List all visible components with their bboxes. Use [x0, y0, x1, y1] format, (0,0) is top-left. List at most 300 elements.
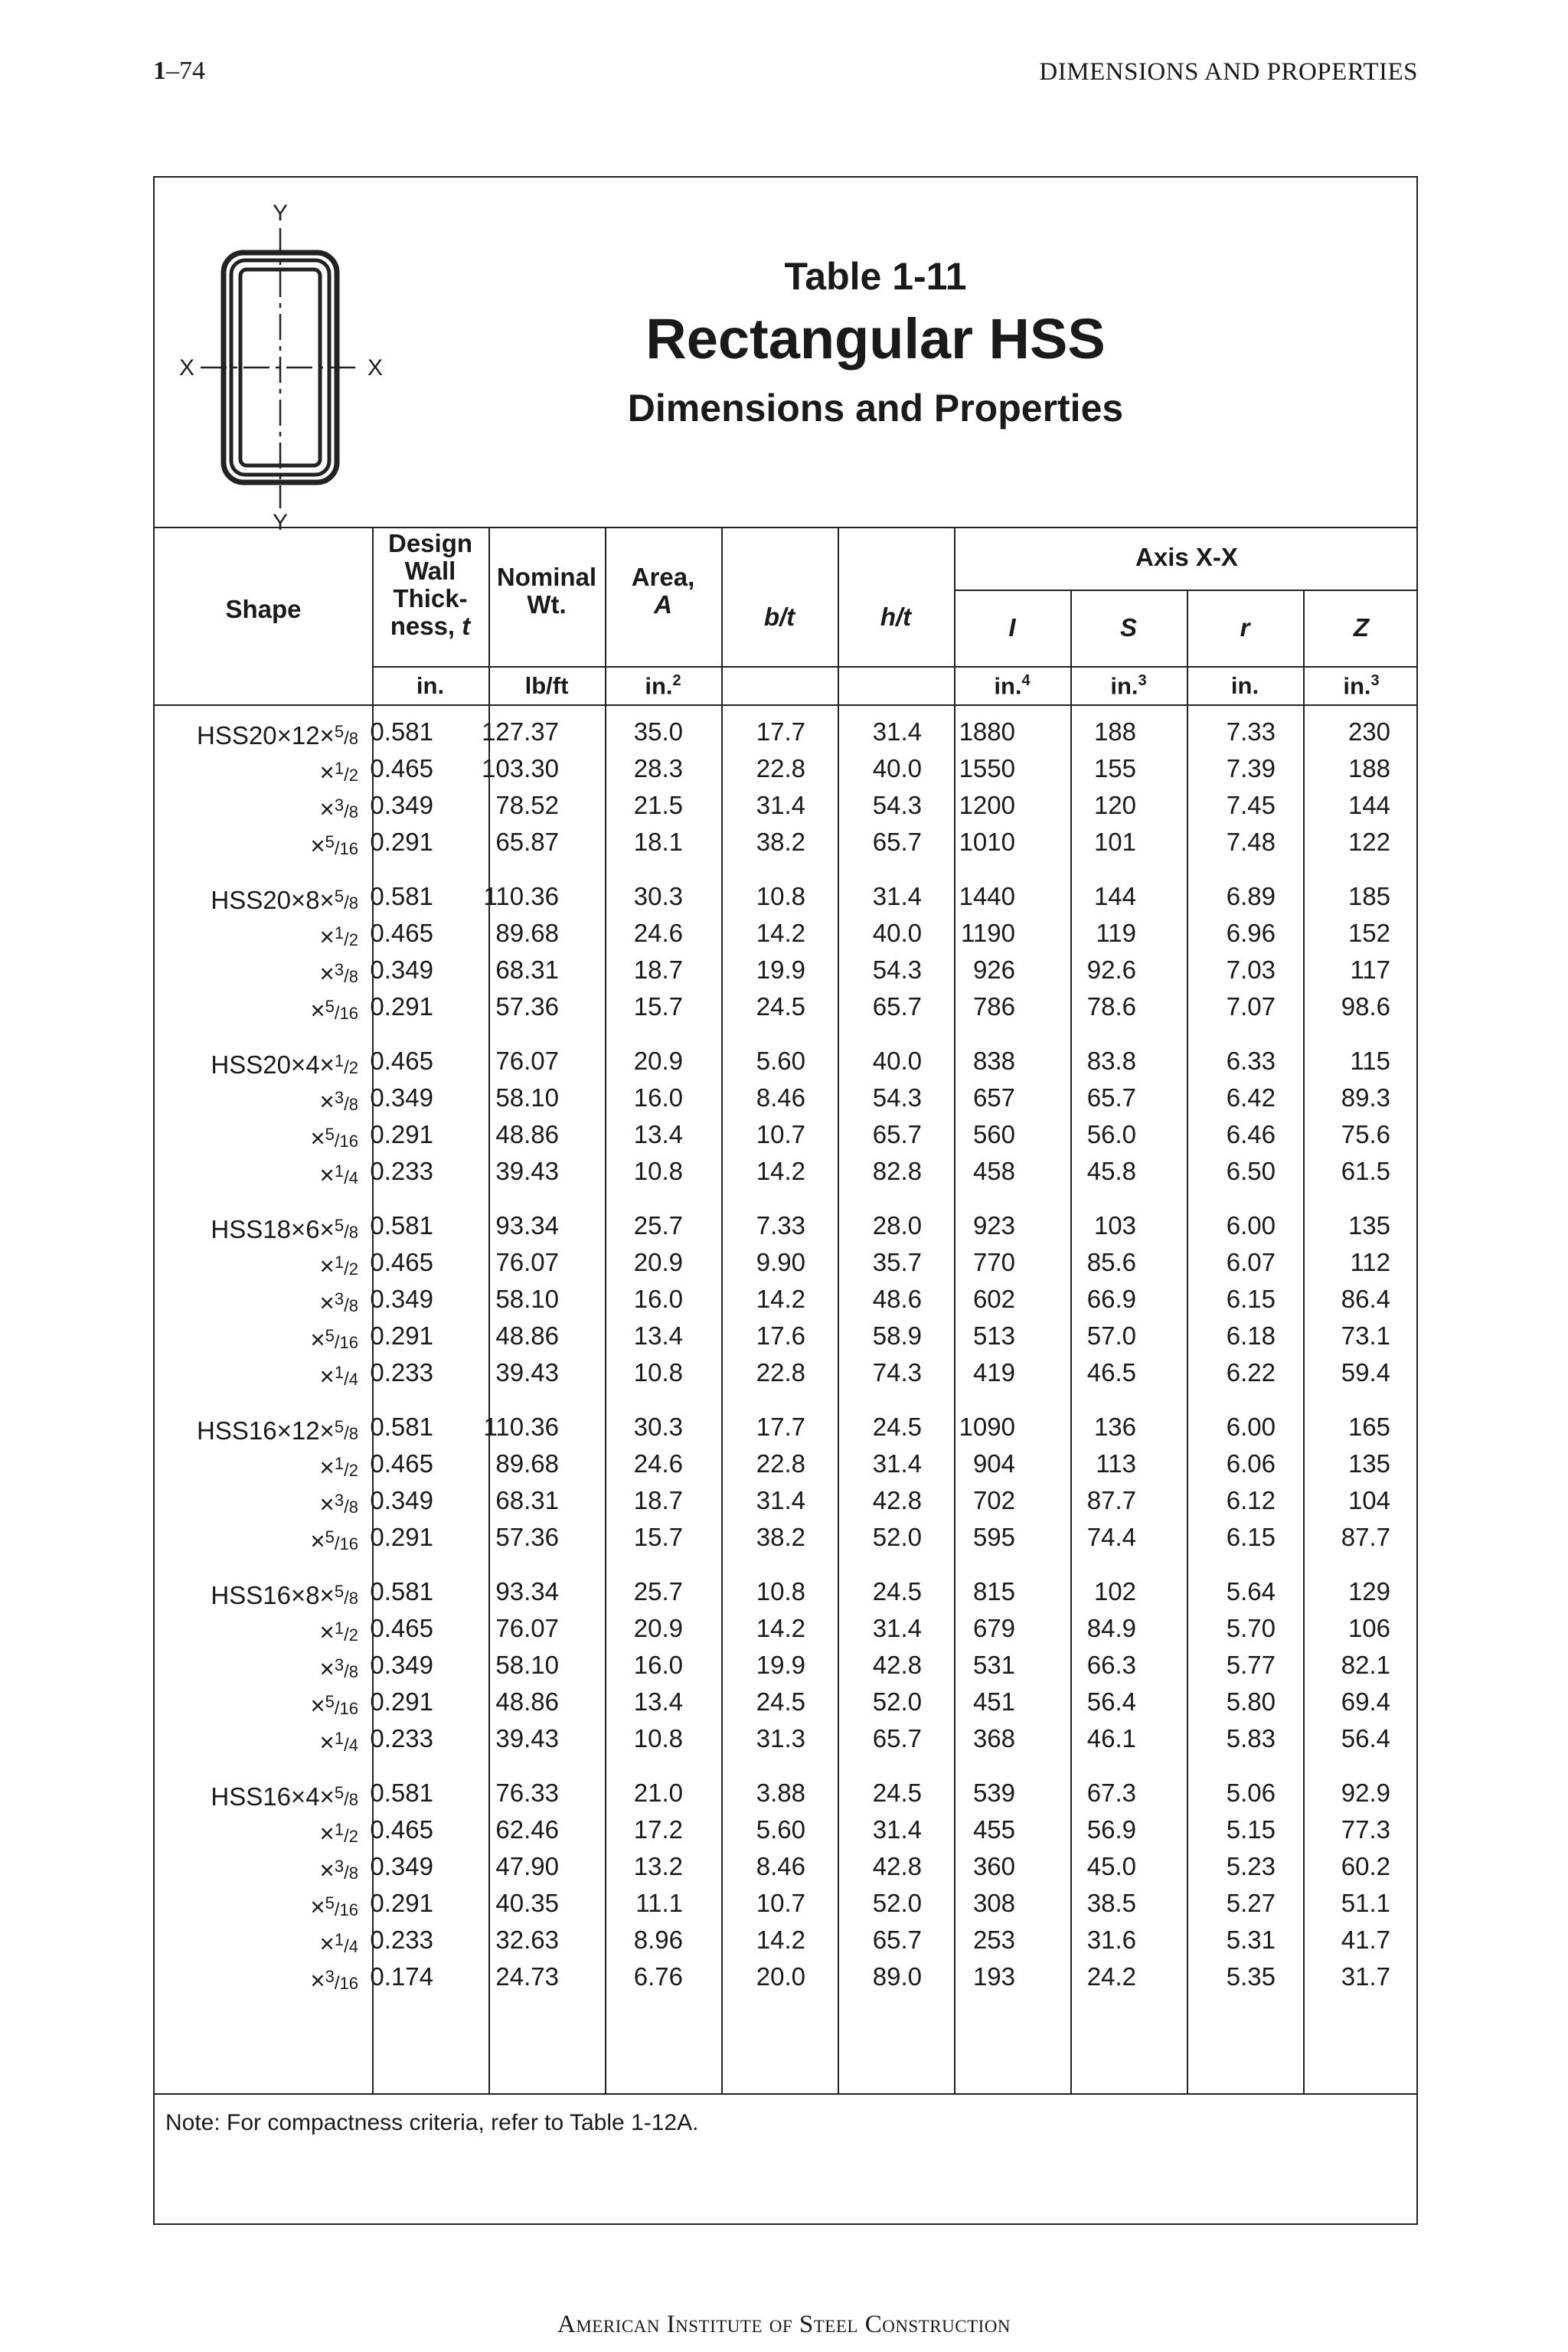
- thickness-cell: 0.581: [370, 882, 433, 910]
- shape-cell: HSS16×8×$^5$/8: [211, 1581, 358, 1609]
- bt-cell: 17.7: [756, 717, 805, 746]
- S-cell: 83.8: [1086, 1047, 1136, 1075]
- ht-cell: 54.3: [872, 1083, 922, 1112]
- thickness-cell: 0.581: [370, 717, 433, 746]
- thickness-cell: 0.174: [370, 1962, 433, 1991]
- S-cell: 31.6: [1086, 1926, 1136, 1954]
- ht-cell: 65.7: [872, 1120, 922, 1148]
- thickness-cell: 0.291: [370, 1889, 433, 1917]
- Z-cell: 41.7: [1341, 1926, 1390, 1954]
- area-cell: 13.4: [633, 1120, 683, 1148]
- thickness-cell: 0.465: [370, 1047, 433, 1075]
- bt-cell: 5.60: [756, 1047, 805, 1075]
- shape-cell: ×$^1$/4: [319, 1728, 358, 1756]
- shape-cell: ×$^3$/8: [319, 1856, 358, 1884]
- I-cell: 679: [972, 1614, 1015, 1642]
- area-cell: 20.9: [633, 1614, 683, 1642]
- area-cell: 11.1: [635, 1889, 683, 1917]
- weight-cell: 78.52: [495, 791, 559, 819]
- thickness-cell: 0.581: [370, 1211, 433, 1240]
- weight-cell: 93.34: [495, 1211, 559, 1240]
- Z-cell: 73.1: [1341, 1321, 1390, 1350]
- thickness-cell: 0.291: [370, 1523, 433, 1551]
- bt-cell: 38.2: [756, 828, 805, 856]
- r-cell: 6.15: [1226, 1523, 1276, 1551]
- area-cell: 10.8: [633, 1724, 683, 1753]
- weight-cell: 48.86: [495, 1321, 559, 1350]
- Z-cell: 165: [1348, 1413, 1390, 1441]
- r-cell: 6.22: [1226, 1358, 1276, 1387]
- r-cell: 5.77: [1226, 1651, 1276, 1679]
- bt-cell: 31.4: [756, 791, 805, 819]
- shape-cell: ×$^3$/8: [319, 1289, 358, 1317]
- area-cell: 13.4: [633, 1687, 683, 1716]
- ht-cell: 65.7: [872, 1724, 922, 1753]
- Z-cell: 129: [1348, 1577, 1390, 1606]
- area-cell: 18.1: [633, 828, 683, 856]
- shape-cell: ×$^1$/2: [319, 758, 358, 786]
- S-cell: 66.9: [1086, 1285, 1136, 1313]
- I-cell: 602: [972, 1285, 1015, 1313]
- thickness-cell: 0.465: [370, 1815, 433, 1844]
- S-cell: 24.2: [1086, 1962, 1136, 1991]
- r-cell: 5.70: [1226, 1614, 1276, 1642]
- S-cell: 85.6: [1086, 1248, 1136, 1276]
- r-cell: 6.18: [1226, 1321, 1276, 1350]
- thickness-cell: 0.291: [370, 828, 433, 856]
- shape-cell: ×$^1$/4: [319, 1362, 358, 1390]
- bt-cell: 24.5: [756, 992, 805, 1021]
- I-cell: 1440: [959, 882, 1015, 910]
- weight-cell: 57.36: [495, 992, 559, 1021]
- I-cell: 595: [972, 1523, 1015, 1551]
- shape-cell: ×$^1$/2: [319, 1618, 358, 1646]
- r-cell: 7.48: [1226, 828, 1276, 856]
- area-cell: 16.0: [633, 1083, 683, 1112]
- weight-cell: 48.86: [495, 1120, 559, 1148]
- Z-cell: 59.4: [1341, 1358, 1390, 1387]
- area-cell: 25.7: [633, 1211, 683, 1240]
- shape-cell: ×$^5$/16: [310, 996, 358, 1024]
- weight-cell: 110.36: [483, 882, 559, 910]
- running-head: DIMENSIONS AND PROPERTIES: [1039, 58, 1418, 86]
- thickness-cell: 0.349: [370, 1285, 433, 1313]
- Z-cell: 60.2: [1341, 1852, 1390, 1880]
- area-cell: 30.3: [633, 1413, 683, 1441]
- ht-cell: 65.7: [872, 1926, 922, 1954]
- I-cell: 531: [972, 1651, 1015, 1679]
- header-weight: Nominal Wt.: [496, 563, 597, 619]
- Z-cell: 122: [1348, 828, 1390, 856]
- shape-cell: ×$^3$/16: [310, 1966, 358, 1994]
- ht-cell: 48.6: [872, 1285, 922, 1313]
- weight-cell: 93.34: [495, 1577, 559, 1606]
- S-cell: 188: [1093, 717, 1136, 746]
- header-axis-xx: Axis X-X: [1135, 543, 1238, 571]
- shape-cell: ×$^5$/16: [310, 1325, 358, 1354]
- S-cell: 136: [1093, 1413, 1136, 1441]
- area-cell: 18.7: [633, 1486, 683, 1514]
- header-bt: b/t: [763, 603, 795, 631]
- header-thickness: Design Wall Thick- ness, t: [387, 529, 473, 640]
- bt-cell: 9.90: [756, 1248, 805, 1276]
- r-cell: 6.00: [1226, 1211, 1276, 1240]
- I-cell: 253: [972, 1926, 1015, 1954]
- thickness-cell: 0.233: [370, 1358, 433, 1387]
- bt-cell: 19.9: [756, 1651, 805, 1679]
- title-block: [155, 178, 1416, 535]
- I-cell: 360: [972, 1852, 1015, 1880]
- weight-cell: 48.86: [495, 1687, 559, 1716]
- S-cell: 46.1: [1086, 1724, 1136, 1753]
- Z-cell: 75.6: [1341, 1120, 1390, 1148]
- header-ht: h/t: [880, 603, 912, 631]
- thickness-cell: 0.349: [370, 1852, 433, 1880]
- thickness-cell: 0.465: [370, 754, 433, 782]
- shape-cell: ×$^3$/8: [319, 959, 358, 988]
- area-cell: 13.2: [633, 1852, 683, 1880]
- weight-cell: 127.37: [482, 717, 559, 746]
- header-I: I: [1008, 613, 1016, 642]
- I-cell: 786: [972, 992, 1015, 1021]
- S-cell: 46.5: [1086, 1358, 1136, 1387]
- weight-cell: 58.10: [495, 1285, 559, 1313]
- weight-cell: 89.68: [495, 1449, 559, 1478]
- shape-cell: ×$^1$/2: [319, 923, 358, 951]
- shape-cell: HSS16×12×$^5$/8: [197, 1416, 358, 1445]
- bt-cell: 3.88: [756, 1779, 805, 1807]
- weight-cell: 47.90: [495, 1852, 559, 1880]
- ht-cell: 58.9: [872, 1321, 922, 1350]
- ht-cell: 52.0: [872, 1687, 922, 1716]
- thickness-cell: 0.349: [370, 791, 433, 819]
- Z-cell: 82.1: [1341, 1651, 1390, 1679]
- area-cell: 20.9: [633, 1047, 683, 1075]
- r-cell: 5.64: [1226, 1577, 1276, 1606]
- thickness-cell: 0.349: [370, 1651, 433, 1679]
- I-cell: 560: [972, 1120, 1015, 1148]
- area-cell: 21.5: [633, 791, 683, 819]
- thickness-cell: 0.465: [370, 1248, 433, 1276]
- I-cell: 368: [972, 1724, 1015, 1753]
- S-cell: 57.0: [1086, 1321, 1136, 1350]
- ht-cell: 82.8: [872, 1157, 922, 1185]
- bt-cell: 17.6: [756, 1321, 805, 1350]
- bt-cell: 10.8: [756, 882, 805, 910]
- bt-cell: 24.5: [756, 1687, 805, 1716]
- r-cell: 5.23: [1226, 1852, 1276, 1880]
- weight-cell: 32.63: [495, 1926, 559, 1954]
- I-cell: 657: [972, 1083, 1015, 1112]
- bt-cell: 19.9: [756, 956, 805, 984]
- ht-cell: 31.4: [872, 717, 922, 746]
- r-cell: 7.07: [1226, 992, 1276, 1021]
- area-cell: 10.8: [633, 1157, 683, 1185]
- x-axis-label-left: X: [178, 355, 195, 381]
- Z-cell: 61.5: [1341, 1157, 1390, 1185]
- Z-cell: 188: [1348, 754, 1390, 782]
- I-cell: 1010: [959, 828, 1015, 856]
- ht-cell: 40.0: [872, 919, 922, 947]
- r-cell: 6.50: [1226, 1157, 1276, 1185]
- area-cell: 16.0: [633, 1285, 683, 1313]
- bt-cell: 22.8: [756, 1449, 805, 1478]
- header-shape: Shape: [225, 595, 302, 623]
- table-subtitle: Dimensions and Properties: [627, 387, 1124, 430]
- data-table: [155, 527, 1416, 2093]
- header-bottom-rule: [155, 704, 1416, 706]
- weight-cell: 76.33: [495, 1779, 559, 1807]
- shape-cell: HSS20×12×$^5$/8: [197, 721, 358, 750]
- ht-cell: 54.3: [872, 791, 922, 819]
- Z-cell: 69.4: [1341, 1687, 1390, 1716]
- r-cell: 6.33: [1226, 1047, 1276, 1075]
- weight-cell: 39.43: [495, 1358, 559, 1387]
- r-cell: 5.31: [1226, 1926, 1276, 1954]
- Z-cell: 144: [1348, 791, 1390, 819]
- ht-cell: 65.7: [872, 992, 922, 1021]
- S-cell: 74.4: [1086, 1523, 1136, 1551]
- Z-cell: 89.3: [1341, 1083, 1390, 1112]
- weight-cell: 62.46: [495, 1815, 559, 1844]
- Z-cell: 106: [1348, 1614, 1390, 1642]
- r-cell: 6.42: [1226, 1083, 1276, 1112]
- S-cell: 84.9: [1086, 1614, 1136, 1642]
- table-note: Note: For compactness criteria, refer to Table 1-12A.: [165, 2110, 699, 2135]
- S-cell: 56.0: [1086, 1120, 1136, 1148]
- area-cell: 15.7: [633, 1523, 683, 1551]
- shape-cell: ×$^1$/4: [319, 1161, 358, 1189]
- I-cell: 770: [972, 1248, 1015, 1276]
- shape-cell: ×$^1$/2: [319, 1252, 358, 1280]
- bt-cell: 22.8: [756, 754, 805, 782]
- bt-cell: 10.8: [756, 1577, 805, 1606]
- I-cell: 838: [972, 1047, 1015, 1075]
- ht-cell: 40.0: [872, 1047, 922, 1075]
- unit-area: in.$^2$: [645, 672, 681, 700]
- thickness-cell: 0.349: [370, 956, 433, 984]
- bt-cell: 8.46: [756, 1852, 805, 1880]
- area-cell: 17.2: [633, 1815, 683, 1844]
- r-cell: 7.45: [1226, 791, 1276, 819]
- r-cell: 6.07: [1226, 1248, 1276, 1276]
- Z-cell: 185: [1348, 882, 1390, 910]
- area-cell: 28.3: [633, 754, 683, 782]
- thickness-cell: 0.581: [370, 1413, 433, 1441]
- shape-cell: ×$^5$/16: [310, 831, 358, 860]
- weight-cell: 39.43: [495, 1724, 559, 1753]
- ht-cell: 42.8: [872, 1651, 922, 1679]
- bt-cell: 10.7: [756, 1889, 805, 1917]
- table-title: Rectangular HSS: [645, 307, 1106, 371]
- weight-cell: 39.43: [495, 1157, 559, 1185]
- Z-cell: 31.7: [1341, 1962, 1390, 1991]
- S-cell: 119: [1096, 919, 1136, 947]
- S-cell: 102: [1093, 1577, 1136, 1606]
- r-cell: 5.15: [1226, 1815, 1276, 1844]
- ht-cell: 52.0: [872, 1889, 922, 1917]
- ht-cell: 74.3: [872, 1358, 922, 1387]
- ht-cell: 54.3: [872, 956, 922, 984]
- y-axis-label-top: Y: [272, 201, 289, 226]
- header-area: Area, A: [631, 563, 695, 619]
- thickness-cell: 0.233: [370, 1724, 433, 1753]
- area-cell: 16.0: [633, 1651, 683, 1679]
- table-frame: [153, 176, 1418, 2225]
- S-cell: 103: [1093, 1211, 1136, 1240]
- I-cell: 451: [972, 1687, 1015, 1716]
- r-cell: 6.15: [1226, 1285, 1276, 1313]
- thickness-cell: 0.233: [370, 1926, 433, 1954]
- I-cell: 539: [972, 1779, 1015, 1807]
- I-cell: 458: [972, 1157, 1015, 1185]
- weight-cell: 89.68: [495, 919, 559, 947]
- shape-cell: HSS16×4×$^5$/8: [211, 1782, 358, 1811]
- thickness-cell: 0.349: [370, 1083, 433, 1112]
- Z-cell: 112: [1350, 1248, 1390, 1276]
- bt-cell: 20.0: [756, 1962, 805, 1991]
- area-cell: 6.76: [633, 1962, 683, 1991]
- S-cell: 38.5: [1086, 1889, 1136, 1917]
- thickness-cell: 0.465: [370, 919, 433, 947]
- thickness-cell: 0.291: [370, 1321, 433, 1350]
- r-cell: 5.80: [1226, 1687, 1276, 1716]
- weight-cell: 103.30: [482, 754, 559, 782]
- table-number: Table 1-11: [784, 255, 967, 298]
- r-cell: 5.83: [1226, 1724, 1276, 1753]
- page-footer: American Institute of Steel Construction: [557, 2311, 1011, 2338]
- S-cell: 92.6: [1086, 956, 1136, 984]
- y-axis-label-bottom: Y: [272, 510, 289, 535]
- area-cell: 24.6: [633, 1449, 683, 1478]
- Z-cell: 135: [1348, 1449, 1390, 1478]
- shape-cell: ×$^3$/8: [319, 1087, 358, 1116]
- bt-cell: 22.8: [756, 1358, 805, 1387]
- thickness-cell: 0.581: [370, 1779, 433, 1807]
- ht-cell: 24.5: [872, 1577, 922, 1606]
- Z-cell: 117: [1350, 956, 1390, 984]
- thickness-cell: 0.465: [370, 1449, 433, 1478]
- Z-cell: 115: [1350, 1047, 1390, 1075]
- ht-cell: 31.4: [872, 882, 922, 910]
- header-r: r: [1240, 613, 1250, 642]
- ht-cell: 42.8: [872, 1852, 922, 1880]
- Z-cell: 56.4: [1341, 1724, 1390, 1753]
- r-cell: 5.35: [1226, 1962, 1276, 1991]
- weight-cell: 65.87: [495, 828, 559, 856]
- ht-cell: 52.0: [872, 1523, 922, 1551]
- shape-cell: ×$^3$/8: [319, 1655, 358, 1683]
- S-cell: 101: [1093, 828, 1136, 856]
- I-cell: 419: [972, 1358, 1015, 1387]
- shape-cell: HSS20×4×$^1$/2: [211, 1050, 358, 1079]
- weight-cell: 57.36: [495, 1523, 559, 1551]
- thickness-cell: 0.233: [370, 1157, 433, 1185]
- I-cell: 1880: [959, 717, 1015, 746]
- axis-group-rule: [954, 590, 1416, 591]
- area-cell: 24.6: [633, 919, 683, 947]
- area-cell: 25.7: [633, 1577, 683, 1606]
- I-cell: 923: [972, 1211, 1015, 1240]
- shape-cell: ×$^1$/2: [319, 1819, 358, 1847]
- shape-cell: ×$^5$/16: [310, 1691, 358, 1720]
- ht-cell: 24.5: [872, 1413, 922, 1441]
- S-cell: 45.8: [1086, 1157, 1136, 1185]
- Z-cell: 51.1: [1341, 1889, 1390, 1917]
- area-cell: 10.8: [633, 1358, 683, 1387]
- shape-cell: ×$^5$/16: [310, 1124, 358, 1152]
- thickness-cell: 0.581: [370, 1577, 433, 1606]
- weight-cell: 110.36: [483, 1413, 559, 1441]
- note-block: [155, 2093, 1416, 2226]
- ht-cell: 31.4: [872, 1449, 922, 1478]
- ht-cell: 31.4: [872, 1815, 922, 1844]
- unit-Z: in.$^3$: [1343, 672, 1380, 700]
- r-cell: 5.06: [1226, 1779, 1276, 1807]
- Z-cell: 152: [1348, 919, 1390, 947]
- bt-cell: 17.7: [756, 1413, 805, 1441]
- weight-cell: 76.07: [495, 1248, 559, 1276]
- shape-cell: HSS18×6×$^5$/8: [211, 1215, 358, 1243]
- ht-cell: 28.0: [872, 1211, 922, 1240]
- bt-cell: 14.2: [756, 1285, 805, 1313]
- r-cell: 6.06: [1226, 1449, 1276, 1478]
- shape-cell: ×$^1$/2: [319, 1453, 358, 1481]
- S-cell: 66.3: [1086, 1651, 1136, 1679]
- shape-cell: ×$^3$/8: [319, 795, 358, 823]
- r-cell: 6.00: [1226, 1413, 1276, 1441]
- ht-cell: 42.8: [872, 1486, 922, 1514]
- r-cell: 6.89: [1226, 882, 1276, 910]
- S-cell: 45.0: [1086, 1852, 1136, 1880]
- weight-cell: 68.31: [495, 1486, 559, 1514]
- I-cell: 926: [972, 956, 1015, 984]
- header-Z: Z: [1353, 613, 1370, 642]
- area-cell: 35.0: [633, 717, 683, 746]
- bt-cell: 38.2: [756, 1523, 805, 1551]
- unit-r: in.: [1230, 672, 1259, 699]
- weight-cell: 76.07: [495, 1047, 559, 1075]
- thickness-cell: 0.291: [370, 1687, 433, 1716]
- thickness-cell: 0.291: [370, 1120, 433, 1148]
- I-cell: 1200: [959, 791, 1015, 819]
- area-cell: 18.7: [633, 956, 683, 984]
- S-cell: 56.9: [1086, 1815, 1136, 1844]
- unit-weight: lb/ft: [524, 672, 569, 699]
- page-number: 1–74: [153, 57, 205, 85]
- S-cell: 65.7: [1086, 1083, 1136, 1112]
- r-cell: 7.03: [1226, 956, 1276, 984]
- I-cell: 702: [972, 1486, 1015, 1514]
- weight-cell: 68.31: [495, 956, 559, 984]
- S-cell: 78.6: [1086, 992, 1136, 1021]
- bt-cell: 10.7: [756, 1120, 805, 1148]
- bt-cell: 14.2: [756, 1157, 805, 1185]
- unit-I: in.$^4$: [994, 672, 1031, 700]
- Z-cell: 135: [1348, 1211, 1390, 1240]
- area-cell: 13.4: [633, 1321, 683, 1350]
- x-axis-label-right: X: [367, 355, 384, 381]
- area-cell: 20.9: [633, 1248, 683, 1276]
- Z-cell: 86.4: [1341, 1285, 1390, 1313]
- Z-cell: 92.9: [1341, 1779, 1390, 1807]
- r-cell: 7.33: [1226, 717, 1276, 746]
- S-cell: 67.3: [1086, 1779, 1136, 1807]
- thickness-cell: 0.349: [370, 1486, 433, 1514]
- shape-cell: ×$^5$/16: [310, 1893, 358, 1921]
- r-cell: 6.96: [1226, 919, 1276, 947]
- thickness-cell: 0.465: [370, 1614, 433, 1642]
